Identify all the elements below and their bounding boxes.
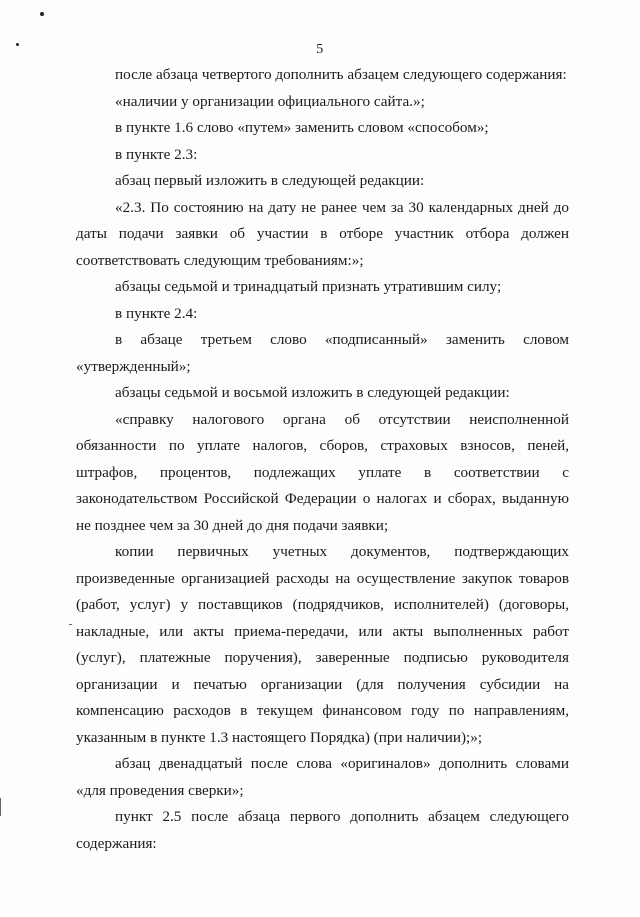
paragraph: [76, 751, 569, 804]
paragraph: [76, 407, 569, 540]
paragraph-line: «2.3. По состоянию на дату не ранее чем за 30 календарных дней до: [115, 198, 569, 216]
paragraph-line: копии первичных учетных документов, подтверждающих: [115, 543, 569, 560]
paragraph-line: даты подачи заявки об участии в отборе участник отбора должен: [76, 225, 569, 242]
paragraph-line: в пункте 1.6 слово «путем» заменить словом «способом»;: [115, 119, 489, 136]
paragraph: [76, 195, 569, 275]
paragraph: [76, 380, 569, 407]
paragraph-line: «утвержденный»;: [76, 357, 191, 375]
paragraph: [76, 804, 569, 857]
paragraph-line: пункт 2.5 после абзаца первого дополнить абзацем следующего: [115, 808, 569, 825]
paragraph-line: после абзаца четвертого дополнить абзацем следующего содержания:: [115, 66, 567, 83]
scan-speck: [40, 12, 44, 16]
paragraph: [76, 89, 569, 116]
paragraph-line: абзац двенадцатый после слова «оригиналов» дополнить словами: [115, 755, 569, 772]
paragraph-line: штрафов, процентов, подлежащих уплате в соответствии с: [76, 463, 569, 481]
paragraph-line: абзацы седьмой и тринадцатый признать утратившим силу;: [115, 278, 502, 295]
paragraph-line: в пункте 2.3:: [115, 145, 198, 163]
paragraph: [76, 142, 569, 169]
paragraph-line: соответствовать следующим требованиям:»;: [76, 251, 364, 269]
paragraph-line: законодательством Российской Федерации о налогах и сборах, выданную: [76, 490, 569, 507]
paragraph-line: организации и печатью организации (для получения субсидии на: [76, 675, 569, 693]
paragraph-line: в абзаце третьем слово «подписанный» заменить словом: [115, 331, 569, 348]
scan-mark: [0, 798, 1, 816]
paragraph-line: произведенные организацией расходы на осуществление закупок товаров: [76, 569, 569, 587]
paragraph-line: в пункте 2.4:: [115, 304, 198, 322]
paragraph-line: абзац первый изложить в следующей редакции:: [115, 172, 425, 189]
paragraph-line: абзацы седьмой и восьмой изложить в следующей редакции:: [115, 384, 510, 401]
paragraph-line: обязанности по уплате налогов, сборов, страховых взносов, пеней,: [76, 437, 569, 454]
page-number: 5: [316, 42, 324, 57]
scan-mark: [69, 624, 72, 625]
paragraph: [76, 115, 569, 142]
paragraph: [76, 301, 569, 328]
paragraph: [76, 168, 569, 195]
paragraph-line: «для проведения сверки»;: [76, 781, 244, 799]
paragraph-line: компенсацию расходов в текущем финансовом году по направлениям,: [76, 702, 569, 719]
paragraph-line: содержания:: [76, 834, 157, 852]
paragraph-line: (работ, услуг) у поставщиков (подрядчиков, исполнителей) (договоры,: [76, 596, 569, 613]
paragraph-line: указанным в пункте 1.3 настоящего Порядка) (при наличии);»;: [76, 728, 483, 746]
paragraph: [76, 274, 569, 301]
paragraph: [76, 327, 569, 380]
document-body: [76, 62, 569, 857]
paragraph-line: «справку налогового органа об отсутствии неисполненной: [115, 410, 569, 428]
paragraph-line: накладные, или акты приема-передачи, или акты выполненных работ: [76, 622, 569, 640]
paragraph: [76, 539, 569, 751]
paragraph: [76, 62, 569, 89]
paragraph-line: «наличии у организации официального сайта.»;: [115, 92, 425, 110]
paragraph-line: не позднее чем за 30 дней до дня подачи заявки;: [76, 516, 389, 534]
paragraph-line: (услуг), платежные поручения), заверенные подписью руководителя: [76, 649, 569, 666]
